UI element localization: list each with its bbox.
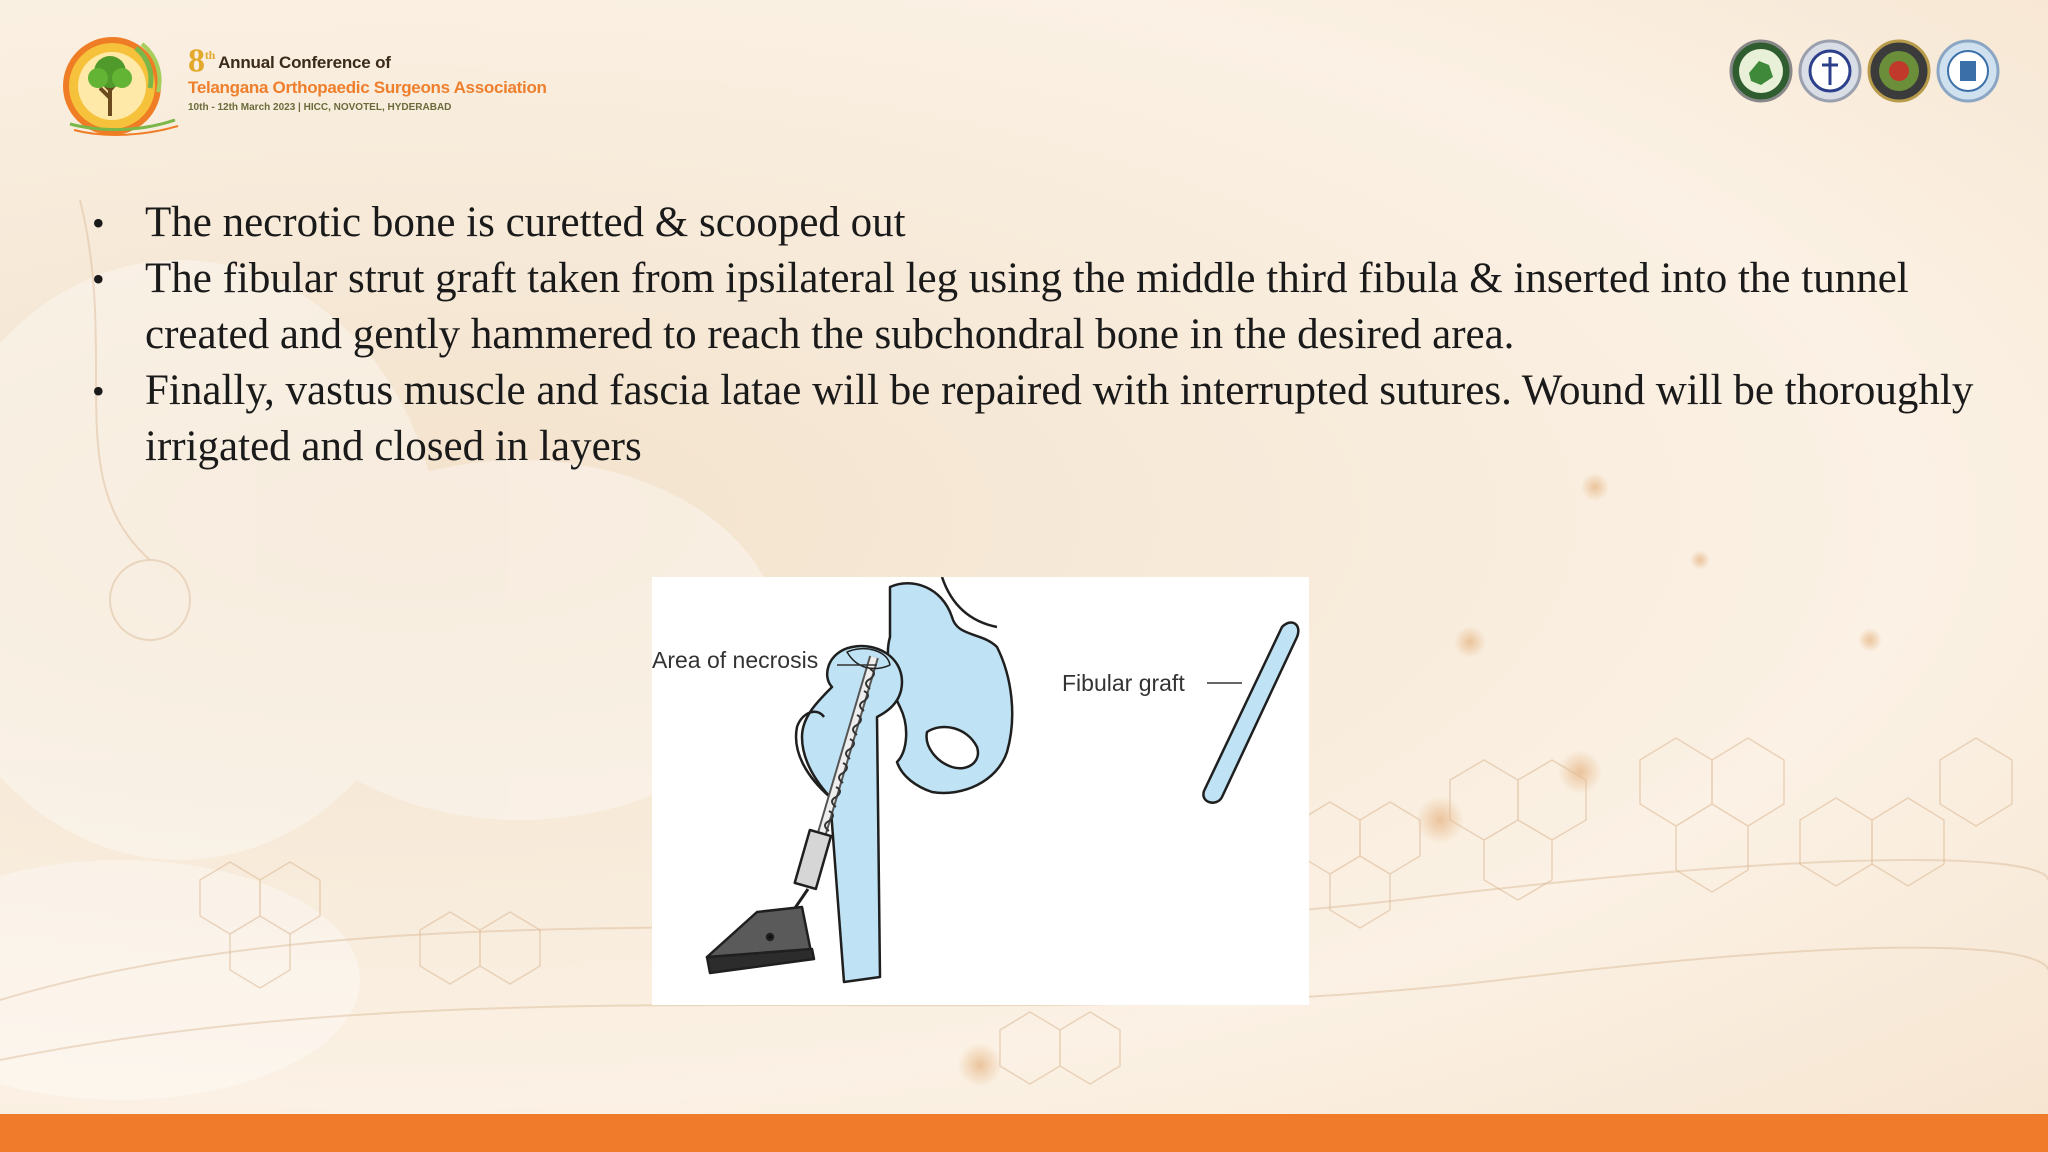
society-seal-icon (1867, 35, 1931, 107)
label-fibular-graft: Fibular graft (1062, 670, 1185, 696)
bullet-list (92, 195, 1992, 475)
conference-ordinal: 8th (188, 42, 216, 80)
bullet-item: • The fibular strut graft taken from ipsilateral leg using the middle third fibula & inserted into the tunnel created and gently hammered to reach the subchondral bone in the desired area. (92, 255, 1909, 358)
footer-accent-bar (0, 1114, 2048, 1152)
association-seal-icon (1798, 35, 1862, 107)
label-area-of-necrosis: Area of necrosis (652, 647, 819, 673)
association-name: Telangana Orthopaedic Surgeons Association (188, 78, 547, 98)
conference-logo (50, 28, 185, 138)
bullet-item: • Finally, vastus muscle and fascia latae will be repaired with interrupted sutures. Wound will be thoroughly irrigated and closed in layers (92, 367, 1974, 470)
bullet-item: • The necrotic bone is curetted & scooped out (92, 199, 906, 246)
header (0, 0, 2048, 170)
hip-drilling-diagram (652, 577, 1309, 1005)
institution-seal-icon (1936, 35, 2000, 107)
conference-date-venue: 10th - 12th March 2023 | HICC, NOVOTEL, HYDERABAD (188, 102, 452, 114)
state-emblem-icon (1729, 35, 1793, 107)
association-logos (1729, 35, 2000, 107)
conference-title: Annual Conference of (218, 53, 391, 72)
hip-illustration (652, 577, 1309, 1005)
